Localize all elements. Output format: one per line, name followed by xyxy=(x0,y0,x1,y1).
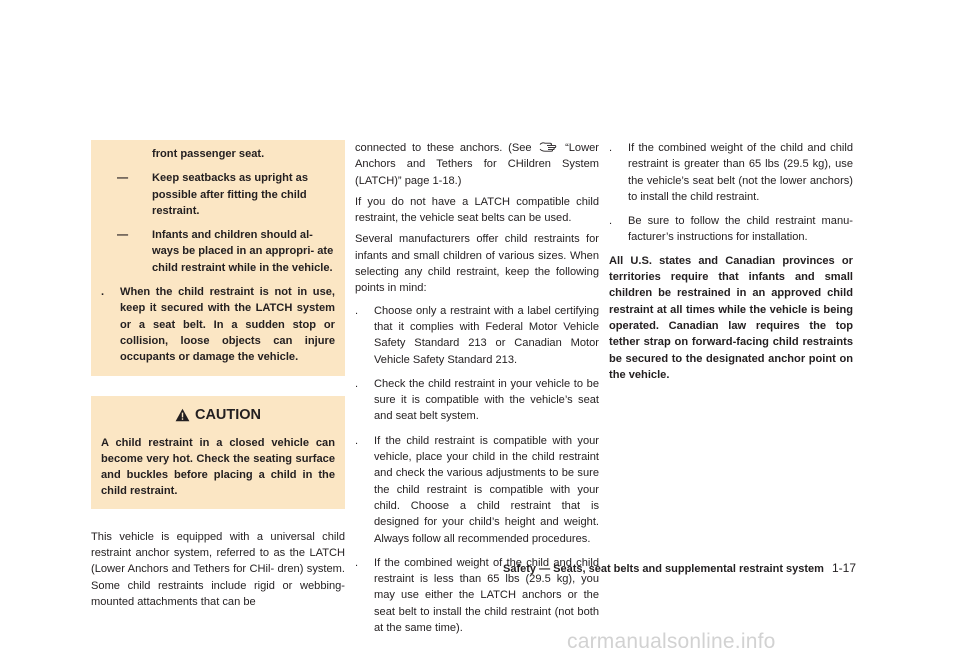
warning-bullet-text: When the child restraint is not in use, keep it secured with the LATCH system or a seat belt. In a sudden stop or collision, loose objects can injure occupants or damage the vehicle. xyxy=(120,286,335,364)
page-footer xyxy=(503,561,856,576)
bullet-marker: . xyxy=(355,434,359,447)
bullet-text: If the child restraint is compatible with your vehicle, place your child in the child restraint and check the various adjustments to be sure the child restraint is compatible with your child. Choose a child restraint that is designed for your child’s height and weight. Always follow all recommended procedures. xyxy=(374,434,599,545)
bullet-text: Check the child restraint in your vehicle to be sure it is compatible with the vehicle’s seat and seat belt system. xyxy=(374,377,599,423)
bullet-item xyxy=(355,303,599,368)
body-paragraph: This vehicle is equipped with a universal child restraint anchor system, referred to as the LATCH (Lower Anchors and Tethers for CHil- dren) system. Some child restraints include rigid or webbing-mounted attachments that can be xyxy=(91,530,345,608)
warning-triangle-icon xyxy=(175,408,190,422)
bullet-item xyxy=(355,433,599,547)
bullet-marker: . xyxy=(609,142,613,154)
reference-lead-text: connected to these anchors. (See xyxy=(355,142,532,154)
bullet-marker: . xyxy=(101,286,105,299)
bullet-item xyxy=(609,140,853,205)
bullet-text: If the combined weight of the child and child restraint is less than 65 lbs (29.5 kg), you may use either the LATCH anchors or the seat belt to install the child restraint (not both at the same time). xyxy=(374,556,599,635)
body-paragraph-reference xyxy=(355,140,599,189)
body-paragraph: Several manufacturers offer child restraints for infants and small children of various sizes. When selecting any child restraint, keep the following points in mind: xyxy=(355,233,599,295)
bullet-text: Choose only a restraint with a label certifying that it complies with Federal Motor Vehicle Safety Standard 213 or Canadian Motor Vehicle Safety Standard 213. xyxy=(374,304,599,366)
caution-text: A child restraint in a closed vehicle can become very hot. Check the seating surface and buckles before placing a child in the child restraint. xyxy=(101,436,335,498)
right-column xyxy=(609,140,853,394)
dash-marker: — xyxy=(117,229,129,242)
dash-marker: — xyxy=(117,172,129,185)
warning-first-line: front passenger seat. xyxy=(152,148,265,160)
watermark: carmanualsonline.info xyxy=(567,630,776,653)
bullet-marker: . xyxy=(355,304,359,317)
bullet-text: Be sure to follow the child restraint manu- facturer’s instructions for installation. xyxy=(628,215,853,244)
left-column xyxy=(91,140,345,610)
warning-bullet-item xyxy=(101,284,335,365)
warning-box-continued xyxy=(91,140,345,376)
bullet-item xyxy=(355,376,599,425)
bold-paragraph: All U.S. states and Canadian provinces or territories require that infants and small children be restrained in an approved child restraint at all times while the vehicle is being operated. Canadian law requires the top tether strap on forward-facing child restraints be secured to the designated anchor point on the vehicle. xyxy=(609,254,853,381)
warning-dash-text: Infants and children should al- ways be placed in an appropri- ate child restraint while in the vehicle. xyxy=(152,229,334,274)
page-number: 1-17 xyxy=(831,561,856,575)
bullet-marker: . xyxy=(609,215,613,228)
bullet-text: If the combined weight of the child and child restraint is greater than 65 lbs (29.5 kg), use the vehicle’s seat belt (not the lower anchors) to install the child restraint. xyxy=(628,142,853,203)
bullet-item xyxy=(609,213,853,246)
caution-box xyxy=(91,396,345,509)
bullet-marker: . xyxy=(355,377,359,390)
see-reference-icon xyxy=(539,141,557,152)
reference-link-text[interactable]: “Lower Anchors and Tethers for CHildren System (LATCH)” page 1-18.) xyxy=(355,142,599,187)
caution-title: CAUTION xyxy=(194,406,262,423)
caution-heading xyxy=(101,406,335,424)
section-title: Safety — Seats, seat belts and supplemental restraint system xyxy=(503,563,824,575)
warning-dash-text: Keep seatbacks as upright as possible after fitting the child restraint. xyxy=(152,172,308,217)
warning-dash-item xyxy=(101,227,335,276)
bullet-marker: . xyxy=(355,556,359,569)
body-paragraph: If you do not have a LATCH compatible child restraint, the vehicle seat belts can be used. xyxy=(355,195,599,225)
warning-dash-item xyxy=(101,170,335,219)
